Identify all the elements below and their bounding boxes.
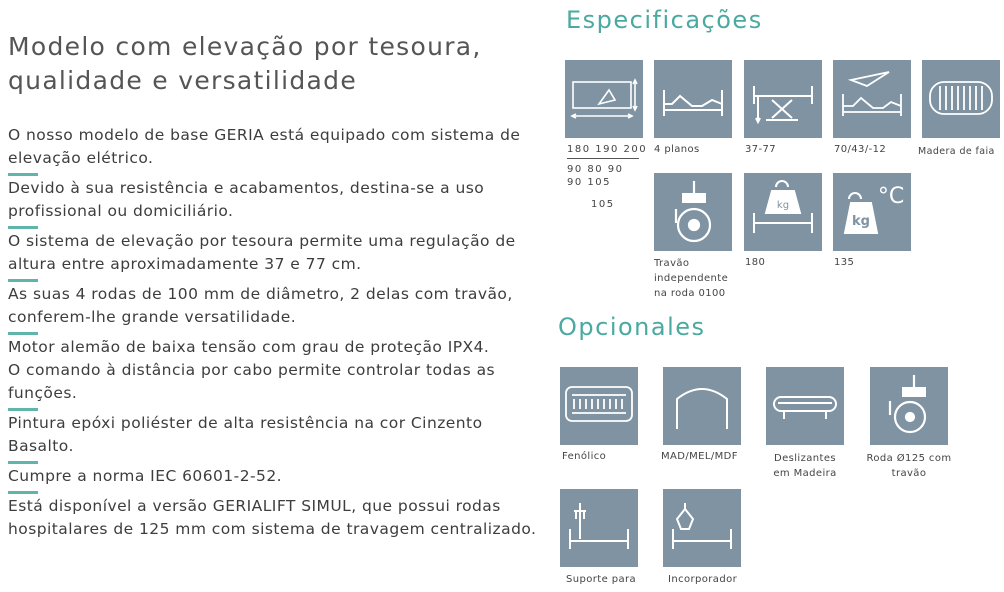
caption-wood-rails: Deslizantes em Madeira bbox=[773, 453, 837, 479]
paragraph-2: Devido à sua resistência e acabamentos, destina-se a uso profissional ou domiciliário. bbox=[8, 177, 553, 223]
kg-badge: kg bbox=[776, 200, 790, 211]
celsius-symbol: °C bbox=[877, 184, 905, 209]
wheel-brake-icon bbox=[654, 173, 732, 251]
caption-weight-135: 135 bbox=[834, 257, 855, 268]
weight-bed-icon bbox=[744, 173, 822, 251]
caption-lifting-pole: Incorporador bbox=[668, 574, 738, 585]
phenolic-panel-icon bbox=[560, 367, 638, 445]
divider-bar bbox=[8, 408, 38, 411]
caption-iv-pole: Suporte para bbox=[566, 574, 637, 585]
paragraph-6: Pintura epóxi poliéster de alta resistência na cor Cinzento Basalto. bbox=[8, 412, 553, 458]
divider-bar bbox=[8, 279, 38, 282]
caption-wood: Madera de faia bbox=[918, 146, 995, 157]
lifting-pole-icon bbox=[663, 489, 741, 567]
caption-wheel-125: Roda Ø125 com travão bbox=[866, 453, 952, 479]
paragraph-8: Está disponível a versão GERIALIFT SIMUL, que possui rodas hospitalares de 125 mm com sistema de travagem centralizado. bbox=[8, 495, 553, 541]
wood-slats-icon bbox=[922, 60, 1000, 138]
caption-headboard: MAD/MEL/MDF bbox=[661, 451, 738, 462]
iv-pole-icon bbox=[560, 489, 638, 567]
caption-weight-180: 180 bbox=[745, 257, 766, 268]
bed-angles-icon bbox=[833, 60, 911, 138]
divider-bar bbox=[8, 173, 38, 176]
divider-bar bbox=[8, 461, 38, 464]
headboard-icon bbox=[663, 367, 741, 445]
weight-temperature-icon bbox=[833, 173, 911, 251]
dims-length: 180 190 200 bbox=[567, 144, 648, 155]
caption-wheel-brake: Travão independente na roda 0100 bbox=[654, 258, 729, 299]
divider-bar bbox=[8, 226, 38, 229]
dimension-values bbox=[567, 143, 647, 211]
wood-rails-icon bbox=[766, 367, 844, 445]
dims-divider bbox=[567, 158, 639, 159]
specs-title: Especificações bbox=[566, 6, 763, 34]
dims-width-3: 105 bbox=[591, 199, 615, 210]
caption-4-planos: 4 planos bbox=[654, 144, 700, 155]
options-title: Opcionales bbox=[558, 313, 706, 341]
caption-lift-range: 37-77 bbox=[745, 144, 777, 155]
paragraph-5: Motor alemão de baixa tensão com grau de proteção IPX4. O comando à distância por cabo permite controlar todas as funções. bbox=[8, 336, 553, 405]
dims-width-2: 90 105 bbox=[567, 177, 611, 188]
wheel-125-icon bbox=[870, 367, 948, 445]
description-column bbox=[8, 30, 553, 548]
dims-width-1: 90 80 90 bbox=[567, 164, 624, 175]
divider-bar bbox=[8, 332, 38, 335]
kg-badge-2: kg bbox=[852, 214, 870, 229]
paragraph-1: O nosso modelo de base GERIA está equipado com sistema de elevação elétrico. bbox=[8, 126, 521, 167]
title-line-2: qualidade e versatilidade bbox=[8, 66, 358, 95]
caption-phenolic: Fenólico bbox=[562, 451, 607, 462]
scissor-lift-icon bbox=[744, 60, 822, 138]
page-title bbox=[8, 30, 553, 98]
paragraph-7: Cumpre a norma IEC 60601-2-52. bbox=[8, 465, 553, 488]
divider-bar bbox=[8, 491, 38, 494]
title-line-1: Modelo com elevação por tesoura, bbox=[8, 32, 482, 61]
bed-dimensions-icon bbox=[565, 60, 643, 138]
paragraph-3: O sistema de elevação por tesoura permite uma regulação de altura entre aproximadamente 37 e 77 cm. bbox=[8, 230, 553, 276]
four-section-bed-icon bbox=[654, 60, 732, 138]
caption-angles: 70/43/-12 bbox=[834, 144, 887, 155]
paragraph-4: As suas 4 rodas de 100 mm de diâmetro, 2 delas com travão, conferem-lhe grande versatilidade. bbox=[8, 283, 553, 329]
